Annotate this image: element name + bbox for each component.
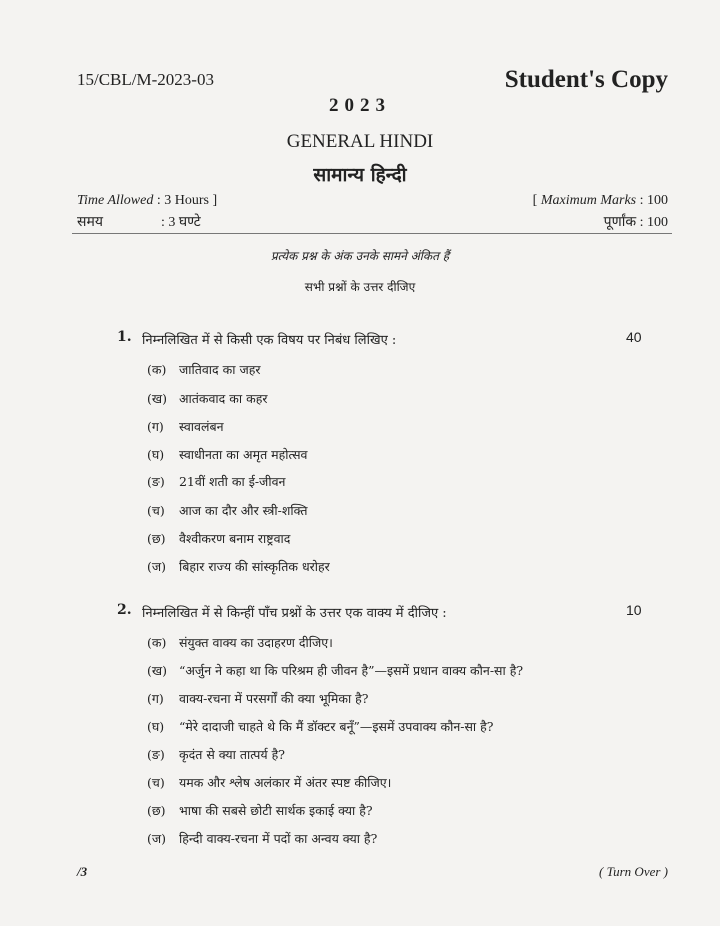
question-option: (ङ) कृदंत से क्या तात्पर्य है? [147,747,285,762]
question-option: (ख) आतंकवाद का कहर [147,391,268,406]
time-allowed-en [77,193,217,209]
turn-over-note: ( Turn Over ) [599,864,668,879]
question-option: (च) यमक और श्लेष अलंकार में अंतर स्पष्ट कीजिए। [147,775,392,790]
question-option: (ग) स्वावलंबन [147,419,224,434]
subject-title-hi: सामान्य हिन्दी [313,164,407,186]
question-text: निम्नलिखित में से किसी एक विषय पर निबंध लिखिए : [142,333,397,348]
subject-title-en: GENERAL HINDI [286,131,434,152]
question-option: (ज) बिहार राज्य की सांस्कृतिक धरोहर [147,559,330,574]
question-option: (घ) “मेरे दादाजी चाहते थे कि मैं डॉक्टर बनूँ”—इसमें उपवाक्य कौन-सा है? [147,719,494,734]
question-text: निम्नलिखित में से किन्हीं पाँच प्रश्नों के उत्तर एक वाक्य में दीजिए : [142,606,447,621]
question-marks: 40 [626,329,642,345]
page-number: /3 [77,864,88,879]
question-option: (क) जातिवाद का जहर [147,362,261,377]
time-value-hi: : 3 घण्टे [161,215,201,230]
copy-label: Student's Copy [504,66,668,93]
marks-bracket: [ [532,193,538,208]
question-option: (छ) भाषा की सबसे छोटी सार्थक इकाई क्या है? [147,803,373,818]
time-allowed-hi [77,212,201,231]
paper-code: 15/CBL/M-2023-03 [77,70,214,89]
question-marks: 10 [626,602,642,618]
question-option: (च) आज का दौर और स्त्री-शक्ति [147,503,308,518]
maximum-marks-en [533,193,668,209]
marks-label-en: Maximum Marks [540,193,637,208]
instruction-answer-all: सभी प्रश्नों के उत्तर दीजिए [304,280,416,294]
marks-value-en: : 100 [639,193,668,208]
question-option: (घ) स्वाधीनता का अमृत महोत्सव [147,447,308,462]
question-number: 1. [117,329,132,345]
question-number: 2. [117,602,132,618]
question-option: (ङ) 21वीं शती का ई-जीवन [147,474,286,489]
question-option: (क) संयुक्त वाक्य का उदाहरण दीजिए। [147,635,333,650]
question-option: (छ) वैश्वीकरण बनाम राष्ट्रवाद [147,531,291,546]
instruction-marks: प्रत्येक प्रश्न के अंक उनके सामने अंकित हैं [270,249,450,263]
maximum-marks-hi: पूर्णांक : 100 [603,215,668,230]
question-option: (ज) हिन्दी वाक्य-रचना में पदों का अन्वय क्या है? [147,831,378,846]
time-label-en: Time Allowed [77,193,154,208]
time-value-en: : 3 Hours ] [156,193,218,208]
question-option: (ख) “अर्जुन ने कहा था कि परिश्रम ही जीवन है”—इसमें प्रधान वाक्य कौन-सा है? [147,663,524,678]
time-label-hi: समय [77,215,103,230]
exam-year: 2023 [329,95,391,116]
header-divider [72,233,672,234]
question-option: (ग) वाक्य-रचना में परसर्गों की क्या भूमिका है? [147,691,369,706]
